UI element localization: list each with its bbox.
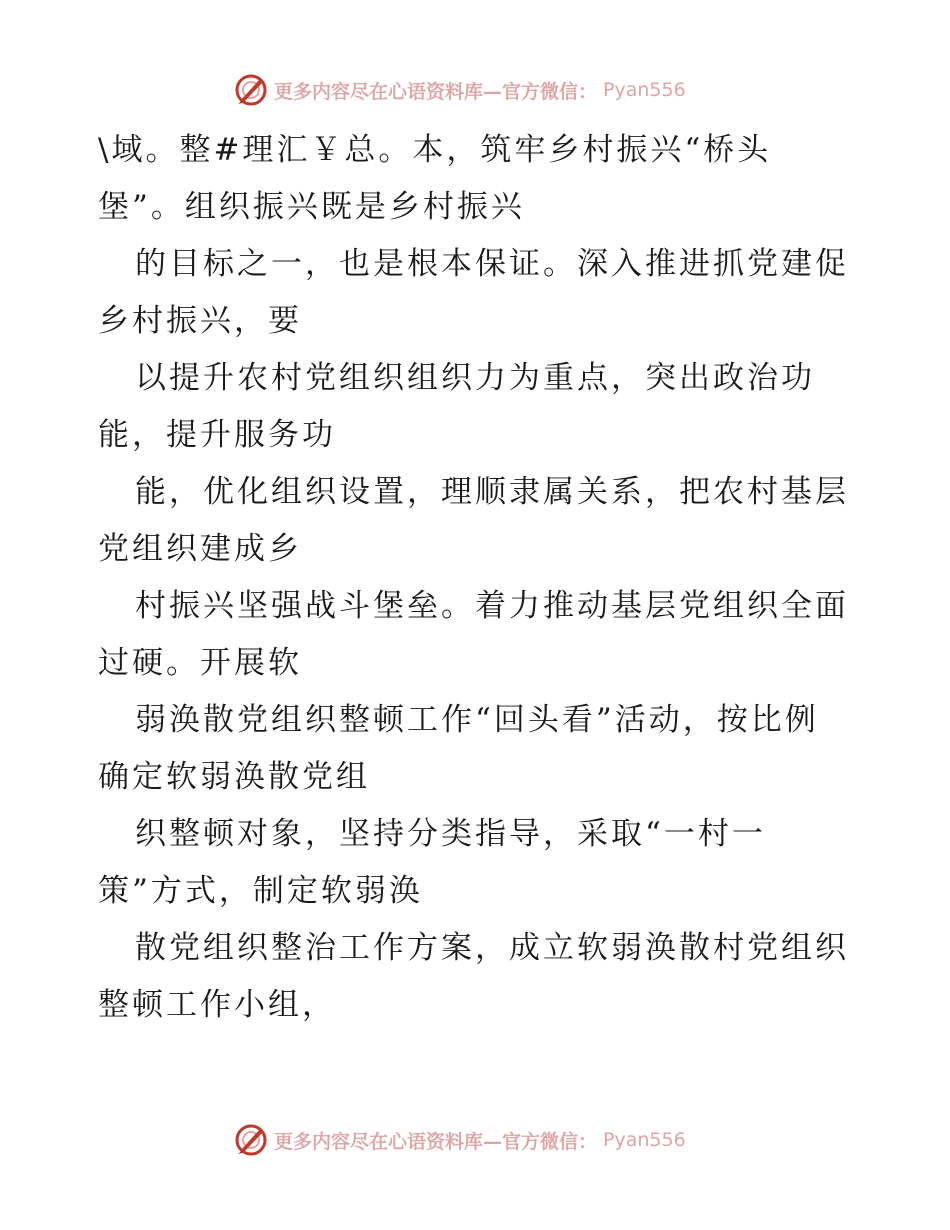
watermark-text: 更多内容尽在心语资料库—官方微信： (274, 80, 598, 103)
watermark-wechat-id: Pyan556 (603, 1129, 686, 1151)
document-body (98, 122, 878, 1034)
body-text-line: 的目标之一，也是根本保证。深入推进抓党建促 (135, 246, 849, 282)
body-text-line: 整顿工作小组， (98, 987, 336, 1023)
quill-logo-icon (234, 1123, 268, 1157)
body-text-line: 策”方式，制定软弱涣 (98, 873, 423, 909)
body-text-line: 过硬。开展软 (98, 645, 302, 681)
body-text-line: 弱涣散党组织整顿工作“回头看”活动，按比例 (135, 702, 819, 738)
footer-watermark (234, 1120, 686, 1160)
quill-logo-icon (234, 73, 268, 107)
body-text-line: 村振兴坚强战斗堡垒。着力推动基层党组织全面 (135, 588, 849, 624)
watermark-text: 更多内容尽在心语资料库—官方微信： (274, 1130, 598, 1153)
watermark-wechat-id: Pyan556 (603, 79, 686, 101)
body-text-line: 乡村振兴，要 (98, 303, 302, 339)
body-text-line: 散党组织整治工作方案，成立软弱涣散村党组织 (135, 930, 849, 966)
body-text-line: 堡”。组织振兴既是乡村振兴 (98, 189, 525, 225)
body-text-line: \域。整#理汇￥总。本，筑牢乡村振兴“桥头 (98, 132, 772, 168)
body-text-line: 确定软弱涣散党组 (98, 759, 370, 795)
body-text-line: 能，提升服务功 (98, 417, 336, 453)
body-text-line: 党组织建成乡 (98, 531, 302, 567)
body-text-line: 以提升农村党组织组织力为重点，突出政治功 (135, 360, 815, 396)
body-text-line: 织整顿对象，坚持分类指导，采取“一村一 (135, 816, 766, 852)
header-watermark (234, 70, 686, 110)
body-text-line: 能，优化组织设置，理顺隶属关系，把农村基层 (135, 474, 849, 510)
